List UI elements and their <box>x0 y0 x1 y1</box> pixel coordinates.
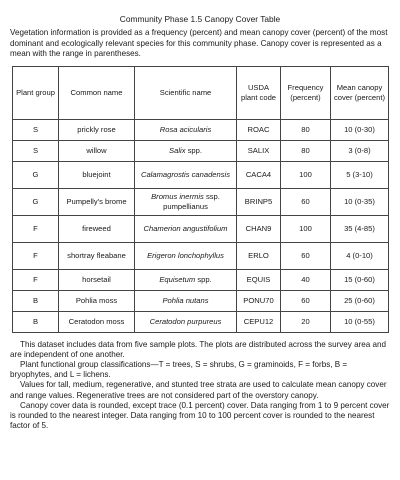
cell-canopy-cover: 10 (0-55) <box>331 311 389 332</box>
cell-plant-group: B <box>13 290 59 311</box>
table-row <box>13 290 389 311</box>
cell-plant-group: B <box>13 311 59 332</box>
cell-usda-code: CEPU12 <box>237 311 281 332</box>
cell-canopy-cover: 3 (0-8) <box>331 140 389 161</box>
cell-plant-group: F <box>13 269 59 290</box>
header-frequency: Frequency (percent) <box>281 66 331 119</box>
cell-canopy-cover: 25 (0-60) <box>331 290 389 311</box>
table-row <box>13 311 389 332</box>
table-row <box>13 140 389 161</box>
cell-usda-code: EQUIS <box>237 269 281 290</box>
document-page <box>10 0 390 431</box>
scientific-name-text: Pohlia nutans <box>162 295 209 305</box>
scientific-name-suffix: spp. <box>185 145 202 155</box>
header-common-name: Common name <box>59 66 135 119</box>
scientific-name-text: Salix <box>169 145 186 155</box>
scientific-name-suffix: spp. <box>195 274 212 284</box>
scientific-name-text: Erigeron lonchophyllus <box>147 250 224 260</box>
cell-plant-group: S <box>13 140 59 161</box>
cell-frequency: 80 <box>281 119 331 140</box>
header-scientific-name: Scientific name <box>135 66 237 119</box>
table-row <box>13 188 389 215</box>
table-header-row <box>13 66 389 119</box>
cell-scientific-name <box>135 290 237 311</box>
cell-frequency: 100 <box>281 215 331 242</box>
cell-scientific-name <box>135 215 237 242</box>
cell-frequency: 60 <box>281 242 331 269</box>
cell-usda-code: ROAC <box>237 119 281 140</box>
cell-common-name: shortray fleabane <box>59 242 135 269</box>
cell-frequency: 80 <box>281 140 331 161</box>
cell-frequency: 60 <box>281 290 331 311</box>
cell-usda-code: CHAN9 <box>237 215 281 242</box>
footnotes <box>10 340 390 432</box>
cell-common-name: fireweed <box>59 215 135 242</box>
scientific-name-text: Rosa acicularis <box>159 124 212 134</box>
header-usda-code: USDA plant code <box>237 66 281 119</box>
cell-scientific-name <box>135 161 237 188</box>
table-row <box>13 161 389 188</box>
cell-plant-group: G <box>13 188 59 215</box>
cell-usda-code: BRINP5 <box>237 188 281 215</box>
scientific-name-text: Ceratodon purpureus <box>149 316 222 326</box>
cell-usda-code: PONU70 <box>237 290 281 311</box>
cell-frequency: 20 <box>281 311 331 332</box>
note-functional-groups: Plant functional group classifications—T = trees, S = shrubs, G = graminoids, F = forbs, B = bryophytes, and L = lichens. <box>10 359 348 380</box>
cell-canopy-cover: 35 (4-85) <box>331 215 389 242</box>
cell-common-name: Pumpelly's brome <box>59 188 135 215</box>
cell-plant-group: F <box>13 242 59 269</box>
canopy-cover-table <box>12 66 389 333</box>
cell-scientific-name <box>135 269 237 290</box>
scientific-name-text: Calamagrostis canadensis <box>140 169 231 179</box>
cell-scientific-name <box>135 311 237 332</box>
cell-usda-code: SALIX <box>237 140 281 161</box>
cell-canopy-cover: 10 (0-35) <box>331 188 389 215</box>
cell-canopy-cover: 5 (3-10) <box>331 161 389 188</box>
cell-common-name: horsetail <box>59 269 135 290</box>
cell-scientific-name <box>135 242 237 269</box>
note-rounding: Canopy cover data is rounded, except trace (0.1 percent) cover. Data ranging from 1 to 9 percent cover is rounded to the nearest integer. Data ranging from 10 to 100 percent cover is rounded to the nearest factor of 5. <box>10 400 390 431</box>
cell-scientific-name <box>135 140 237 161</box>
cell-scientific-name <box>135 188 237 215</box>
cell-frequency: 60 <box>281 188 331 215</box>
table-row <box>13 215 389 242</box>
scientific-name-text: Bromus inermis <box>151 192 204 202</box>
scientific-name-text: Chamerion angustifolium <box>143 223 228 233</box>
cell-plant-group: S <box>13 119 59 140</box>
scientific-name-suffix: ssp. pumpellianus <box>163 192 220 211</box>
cell-usda-code: ERLO <box>237 242 281 269</box>
note-tree-strata: Values for tall, medium, regenerative, and stunted tree strata are used to calculate mean canopy cover and range values. Regenerative trees are not considered part of the overstory canopy. <box>10 380 387 400</box>
cell-canopy-cover: 15 (0-60) <box>331 269 389 290</box>
scientific-name-text: Equisetum <box>159 274 196 284</box>
cell-plant-group: G <box>13 161 59 188</box>
table-row <box>13 119 389 140</box>
cell-common-name: bluejoint <box>59 161 135 188</box>
cell-scientific-name <box>135 119 237 140</box>
cell-common-name: willow <box>59 140 135 161</box>
cell-common-name: prickly rose <box>59 119 135 140</box>
table-row <box>13 269 389 290</box>
page-title: Community Phase 1.5 Canopy Cover Table <box>119 14 281 24</box>
cell-frequency: 40 <box>281 269 331 290</box>
cell-canopy-cover: 10 (0-30) <box>331 119 389 140</box>
intro-paragraph: Vegetation information is provided as a frequency (percent) and mean canopy cover (percent) of the most dominant and ecologically relevant species for this community phase. Canopy cover is represented as a mean with the range in parentheses. <box>10 28 388 58</box>
cell-frequency: 100 <box>281 161 331 188</box>
header-plant-group: Plant group <box>13 66 59 119</box>
header-canopy-cover: Mean canopy cover (percent) <box>331 66 389 119</box>
table-row <box>13 242 389 269</box>
cell-common-name: Ceratodon moss <box>59 311 135 332</box>
cell-common-name: Pohlia moss <box>59 290 135 311</box>
cell-canopy-cover: 4 (0-10) <box>331 242 389 269</box>
note-sample-plots: This dataset includes data from five sample plots. The plots are distributed across the survey area and are independent of one another. <box>10 339 387 359</box>
cell-plant-group: F <box>13 215 59 242</box>
cell-usda-code: CACA4 <box>237 161 281 188</box>
